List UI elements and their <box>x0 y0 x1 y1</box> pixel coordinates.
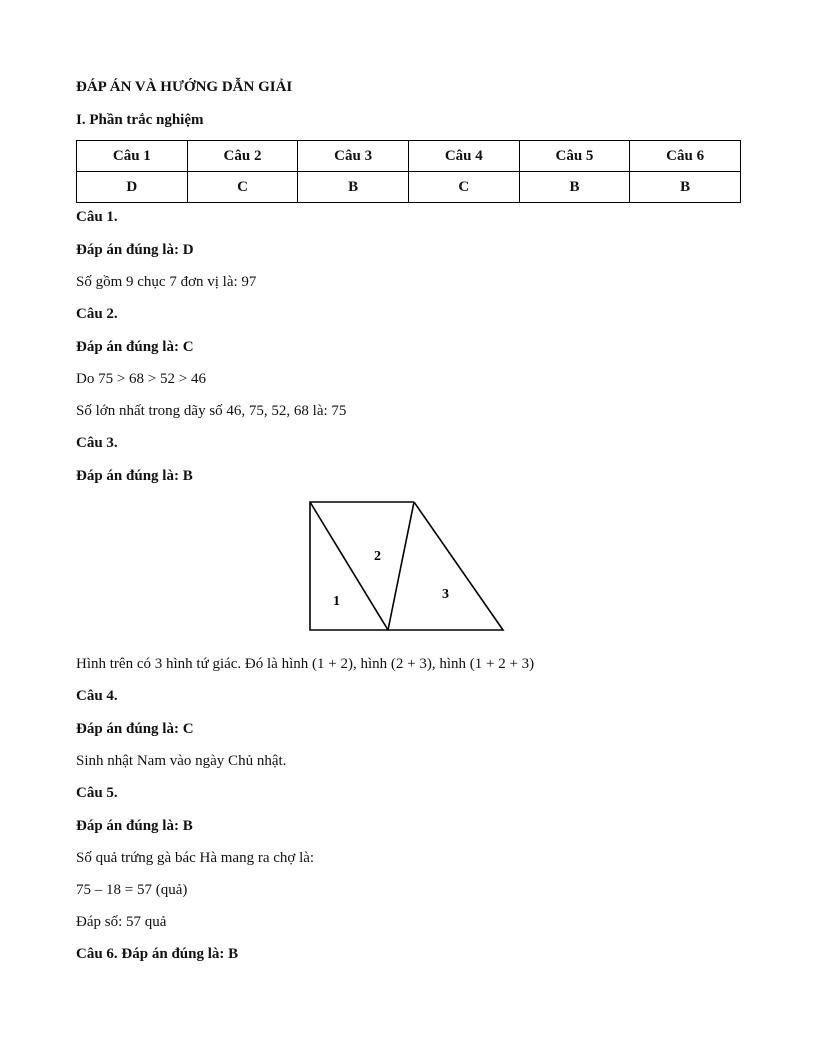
table-answer-cell: B <box>298 172 409 203</box>
question-5-result: Đáp số: 57 quả <box>76 914 167 930</box>
figure-label-2: 2 <box>374 549 381 564</box>
table-answer-cell: B <box>630 172 741 203</box>
table-answer-cell: C <box>187 172 298 203</box>
question-4-explanation: Sinh nhật Nam vào ngày Chủ nhật. <box>76 753 287 769</box>
answer-table-header-row <box>77 141 741 172</box>
table-answer-cell: B <box>519 172 630 203</box>
question-2-answer: Đáp án đúng là: C <box>76 339 194 355</box>
table-header-cell: Câu 6 <box>630 141 741 172</box>
figure-label-1: 1 <box>333 594 340 609</box>
table-header-cell: Câu 3 <box>298 141 409 172</box>
question-3-heading: Câu 3. <box>76 435 118 451</box>
question-1-answer: Đáp án đúng là: D <box>76 242 194 258</box>
question-1-explanation: Số gồm 9 chục 7 đơn vị là: 97 <box>76 274 257 290</box>
question-2-explanation: Số lớn nhất trong dãy số 46, 75, 52, 68 là: 75 <box>76 403 347 419</box>
question-2-explanation: Do 75 > 68 > 52 > 46 <box>76 371 206 387</box>
figure-diagonal-right <box>388 502 414 630</box>
answer-table <box>76 140 741 203</box>
question-1-heading: Câu 1. <box>76 209 118 225</box>
question-4-heading: Câu 4. <box>76 688 118 704</box>
question-4-answer: Đáp án đúng là: C <box>76 721 194 737</box>
table-header-cell: Câu 4 <box>408 141 519 172</box>
quadrilateral-diagram <box>306 498 506 634</box>
table-header-cell: Câu 1 <box>77 141 188 172</box>
question-5-explanation: Số quả trứng gà bác Hà mang ra chợ là: <box>76 850 315 866</box>
answer-table-answer-row <box>77 172 741 203</box>
question-5-calculation: 75 – 18 = 57 (quả) <box>76 882 188 898</box>
question-5-heading: Câu 5. <box>76 785 118 801</box>
question-5-answer: Đáp án đúng là: B <box>76 818 193 834</box>
table-answer-cell: D <box>77 172 188 203</box>
question-3-answer: Đáp án đúng là: B <box>76 468 193 484</box>
question-6-heading-answer: Câu 6. Đáp án đúng là: B <box>76 946 239 962</box>
figure-outline <box>310 502 503 630</box>
document-title: ĐÁP ÁN VÀ HƯỚNG DẪN GIẢI <box>76 79 293 95</box>
question-3-explanation: Hình trên có 3 hình tứ giác. Đó là hình (1 + 2), hình (2 + 3), hình (1 + 2 + 3) <box>76 656 535 672</box>
figure-diagonal-left <box>310 502 388 630</box>
section-heading-multiple-choice: I. Phần trắc nghiệm <box>76 112 204 128</box>
table-header-cell: Câu 2 <box>187 141 298 172</box>
table-answer-cell: C <box>408 172 519 203</box>
quadrilateral-figure <box>306 498 506 639</box>
question-2-heading: Câu 2. <box>76 306 118 322</box>
table-header-cell: Câu 5 <box>519 141 630 172</box>
figure-label-3: 3 <box>442 587 449 602</box>
